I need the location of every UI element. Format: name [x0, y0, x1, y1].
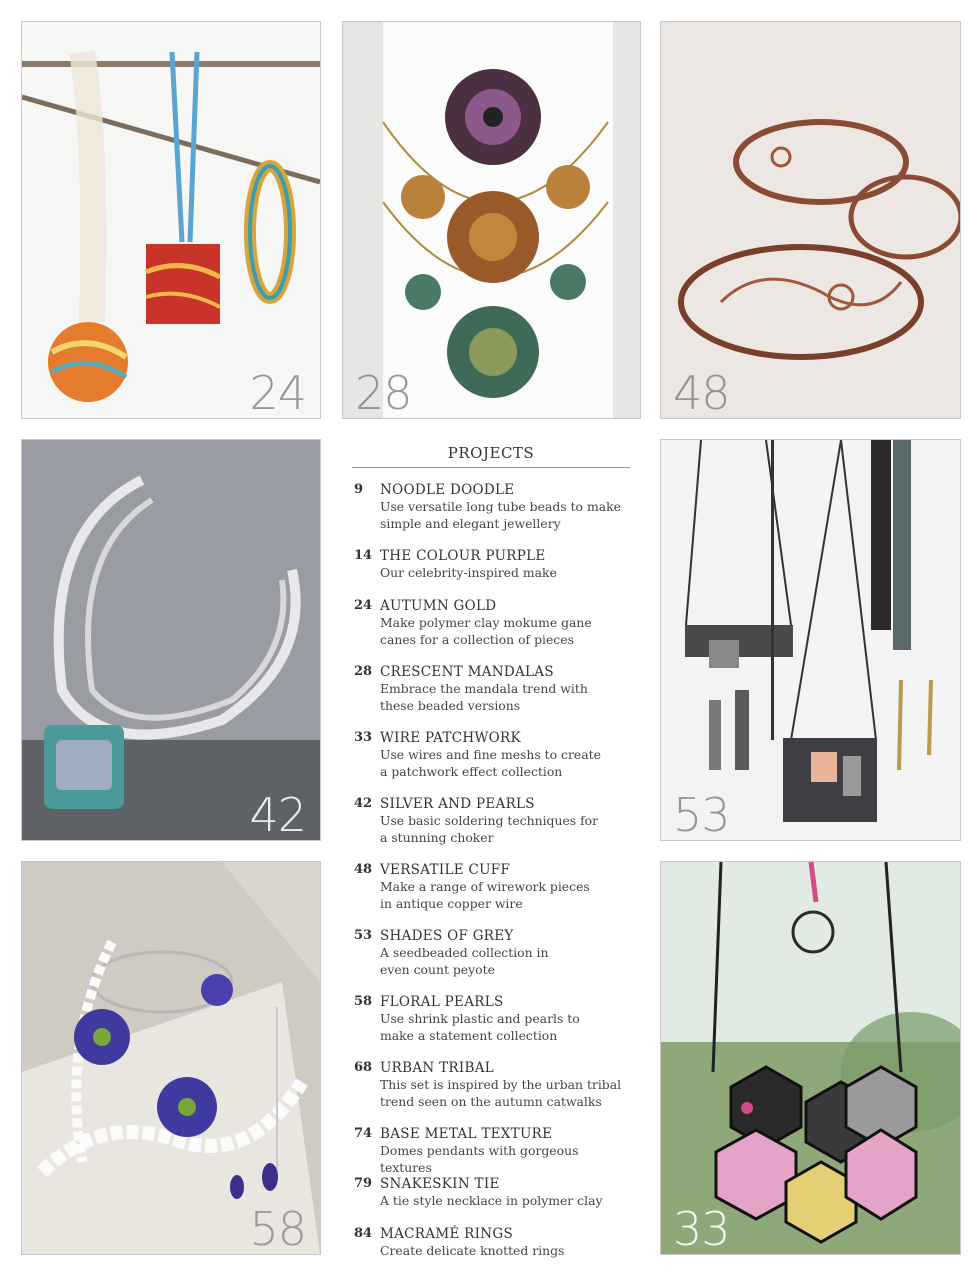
- entry-title: THE COLOUR PURPLE: [380, 548, 546, 564]
- contents-entry[interactable]: [352, 598, 630, 664]
- entry-page-number: 58: [354, 994, 373, 1009]
- page-number-24: 24: [249, 366, 306, 418]
- silver-and-pearls-image: [22, 440, 320, 840]
- contents-entry[interactable]: [352, 796, 630, 862]
- entry-title: MACRAMÉ RINGS: [380, 1226, 514, 1242]
- entry-description: Domes pendants with gorgeous textures: [380, 1143, 579, 1175]
- entry-description: Use shrink plastic and pearls to: [380, 1011, 580, 1026]
- page-number-28: 28: [355, 366, 412, 418]
- entry-page-number: 48: [354, 862, 373, 877]
- contents-entry[interactable]: [352, 730, 630, 796]
- photo-floral-pearls: [22, 862, 320, 1254]
- entry-page-number: 24: [354, 598, 373, 613]
- entry-title: BASE METAL TEXTURE: [380, 1126, 553, 1142]
- entry-title: URBAN TRIBAL: [380, 1060, 495, 1076]
- photo-silver-and-pearls: [22, 440, 320, 840]
- entry-page-number: 28: [354, 664, 373, 679]
- entry-description: Use versatile long tube beads to make: [380, 499, 621, 514]
- contents-entry[interactable]: [352, 1126, 630, 1176]
- entry-page-number: 9: [354, 482, 364, 497]
- page-number-58: 58: [249, 1202, 306, 1254]
- entry-description: Our celebrity-inspired make: [380, 565, 557, 580]
- entry-description: trend seen on the autumn catwalks: [380, 1093, 602, 1109]
- entry-description: these beaded versions: [380, 697, 521, 713]
- entry-description: canes for a collection of pieces: [380, 631, 574, 647]
- contents-entry[interactable]: [352, 548, 630, 598]
- entry-description: a patchwork effect collection: [380, 763, 563, 779]
- entry-description: Make polymer clay mokume gane: [380, 615, 592, 630]
- entry-title: SHADES OF GREY: [380, 928, 514, 944]
- contents-entry[interactable]: [352, 994, 630, 1060]
- entry-description: This set is inspired by the urban tribal: [380, 1077, 622, 1092]
- entry-title: SNAKESKIN TIE: [380, 1176, 500, 1192]
- autumn-gold-image: [22, 22, 320, 418]
- projects-contents: [352, 440, 630, 1262]
- entry-description: even count peyote: [380, 961, 495, 977]
- page-number-33: 33: [673, 1202, 730, 1254]
- entry-title: VERSATILE CUFF: [380, 862, 511, 878]
- entry-page-number: 68: [354, 1060, 373, 1075]
- wire-patchwork-image: [661, 862, 960, 1254]
- entry-title: CRESCENT MANDALAS: [380, 664, 554, 680]
- entry-description: Use wires and fine meshs to create: [380, 747, 601, 762]
- crescent-mandalas-image: [343, 22, 640, 418]
- entry-description: Use basic soldering techniques for: [380, 813, 599, 828]
- page-number-48: 48: [673, 366, 730, 418]
- entry-description: make a statement collection: [380, 1027, 558, 1043]
- versatile-cuff-image: [661, 22, 960, 418]
- entry-page-number: 53: [354, 928, 373, 943]
- contents-entry[interactable]: [352, 1226, 630, 1262]
- contents-entry[interactable]: [352, 1176, 630, 1226]
- contents-entry[interactable]: [352, 862, 630, 928]
- entry-title: WIRE PATCHWORK: [380, 730, 521, 746]
- entry-page-number: 33: [354, 730, 373, 745]
- contents-entry[interactable]: [352, 664, 630, 730]
- floral-pearls-image: [22, 862, 320, 1254]
- contents-entry[interactable]: [352, 1060, 630, 1126]
- entry-description: Create delicate knotted rings: [380, 1243, 565, 1258]
- page-number-53: 53: [673, 788, 730, 840]
- photo-wire-patchwork: [661, 862, 960, 1254]
- entry-description: a stunning choker: [380, 829, 494, 845]
- entry-description: A tie style necklace in polymer clay: [380, 1193, 603, 1208]
- entry-page-number: 42: [354, 796, 373, 811]
- entry-title: AUTUMN GOLD: [380, 598, 497, 614]
- entry-title: SILVER AND PEARLS: [380, 796, 535, 812]
- entry-description: Make a range of wirework pieces: [380, 879, 590, 894]
- entry-description: in antique copper wire: [380, 895, 523, 911]
- photo-crescent-mandalas: [343, 22, 640, 418]
- contents-entry[interactable]: [352, 928, 630, 994]
- photo-autumn-gold: [22, 22, 320, 418]
- shades-of-grey-image: [661, 440, 960, 840]
- entry-page-number: 79: [354, 1176, 373, 1191]
- photo-versatile-cuff: [661, 22, 960, 418]
- entry-page-number: 14: [354, 548, 373, 563]
- photo-shades-of-grey: [661, 440, 960, 840]
- page-number-42: 42: [249, 788, 306, 840]
- contents-entry[interactable]: [352, 482, 630, 548]
- entry-description: A seedbeaded collection in: [380, 945, 549, 960]
- entry-title: FLORAL PEARLS: [380, 994, 504, 1010]
- entry-description: Embrace the mandala trend with: [380, 681, 588, 696]
- entry-description: simple and elegant jewellery: [380, 515, 561, 531]
- entry-title: NOODLE DOODLE: [380, 482, 515, 498]
- entry-page-number: 84: [354, 1226, 373, 1241]
- projects-heading: PROJECTS: [352, 440, 630, 468]
- entry-page-number: 74: [354, 1126, 373, 1141]
